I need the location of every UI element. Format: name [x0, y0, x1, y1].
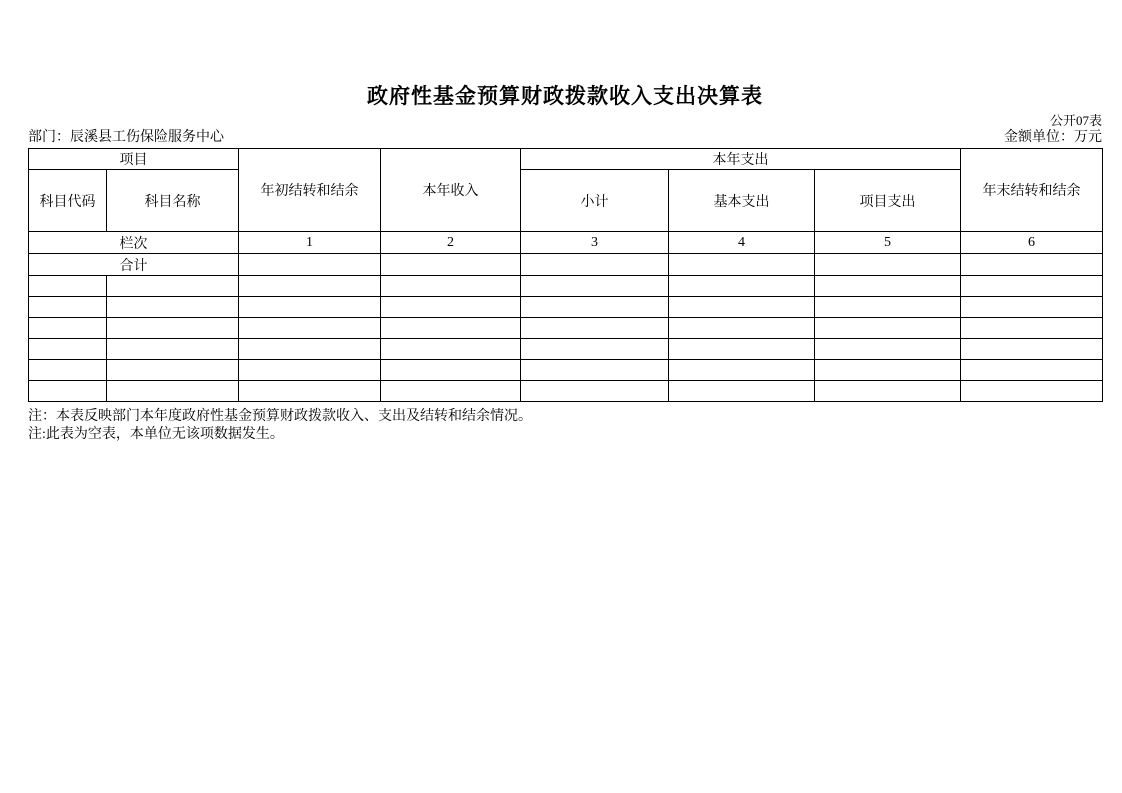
empty-cell — [239, 381, 381, 402]
note-line-2: 注:此表为空表，本单位无该项数据发生。 — [28, 427, 284, 442]
empty-cell — [29, 339, 107, 360]
empty-cell — [961, 297, 1103, 318]
meta-row — [28, 129, 1102, 146]
form-code-label: 公开07表 — [1049, 113, 1102, 128]
empty-cell — [521, 381, 669, 402]
header-basic-expenditure: 基本支出 — [669, 170, 815, 232]
empty-cell — [107, 339, 239, 360]
header-project-expenditure: 项目支出 — [815, 170, 961, 232]
empty-cell — [521, 339, 669, 360]
total-cell-project-expenditure — [815, 254, 961, 276]
empty-cell — [107, 318, 239, 339]
empty-cell — [239, 339, 381, 360]
empty-cell — [381, 360, 521, 381]
empty-cell — [669, 318, 815, 339]
header-subtotal: 小计 — [521, 170, 669, 232]
empty-cell — [107, 276, 239, 297]
empty-cell — [107, 360, 239, 381]
empty-row — [29, 360, 1103, 381]
empty-cell — [815, 381, 961, 402]
empty-cell — [669, 360, 815, 381]
empty-cell — [669, 381, 815, 402]
column-index-row — [29, 232, 1103, 254]
empty-row — [29, 318, 1103, 339]
header-year-end-balance: 年末结转和结余 — [961, 149, 1103, 232]
empty-cell — [815, 276, 961, 297]
empty-cell — [521, 297, 669, 318]
column-index-3: 3 — [521, 232, 669, 254]
total-cell-year-end-balance — [961, 254, 1103, 276]
total-row-label: 合计 — [29, 254, 239, 276]
empty-row — [29, 381, 1103, 402]
empty-cell — [239, 360, 381, 381]
empty-cell — [669, 297, 815, 318]
empty-row — [29, 297, 1103, 318]
total-cell-beginning-balance — [239, 254, 381, 276]
empty-cell — [815, 297, 961, 318]
empty-cell — [29, 360, 107, 381]
column-index-4: 4 — [669, 232, 815, 254]
total-row — [29, 254, 1103, 276]
empty-cell — [669, 339, 815, 360]
empty-cell — [815, 360, 961, 381]
department-label: 部门：辰溪县工伤保险服务中心 — [28, 130, 224, 145]
empty-cell — [29, 381, 107, 402]
empty-cell — [961, 360, 1103, 381]
empty-cell — [29, 318, 107, 339]
header-current-expenditure-group: 本年支出 — [521, 149, 961, 170]
empty-rows-section — [29, 276, 1103, 402]
notes-block — [28, 408, 1102, 444]
empty-cell — [239, 318, 381, 339]
empty-cell — [381, 381, 521, 402]
total-cell-subtotal — [521, 254, 669, 276]
column-index-2: 2 — [381, 232, 521, 254]
empty-cell — [29, 297, 107, 318]
empty-cell — [239, 276, 381, 297]
note-line-1: 注：本表反映部门本年度政府性基金预算财政拨款收入、支出及结转和结余情况。 — [28, 409, 532, 424]
header-subject-name: 科目名称 — [107, 170, 239, 232]
unit-label: 金额单位：万元 — [1004, 130, 1102, 145]
empty-cell — [961, 318, 1103, 339]
header-row-1 — [29, 149, 1103, 170]
header-beginning-balance: 年初结转和结余 — [239, 149, 381, 232]
total-cell-current-income — [381, 254, 521, 276]
header-current-income: 本年收入 — [381, 149, 521, 232]
fund-budget-table — [28, 148, 1103, 402]
empty-cell — [381, 339, 521, 360]
column-index-1: 1 — [239, 232, 381, 254]
column-index-5: 5 — [815, 232, 961, 254]
empty-cell — [381, 297, 521, 318]
page-title: 政府性基金预算财政拨款收入支出决算表 — [367, 84, 763, 108]
empty-cell — [107, 381, 239, 402]
empty-cell — [29, 276, 107, 297]
total-cell-basic-expenditure — [669, 254, 815, 276]
empty-cell — [381, 276, 521, 297]
empty-cell — [521, 318, 669, 339]
header-subject-code: 科目代码 — [29, 170, 107, 232]
column-index-6: 6 — [961, 232, 1103, 254]
column-index-label: 栏次 — [29, 232, 239, 254]
empty-cell — [815, 339, 961, 360]
empty-cell — [669, 276, 815, 297]
empty-row — [29, 339, 1103, 360]
empty-cell — [239, 297, 381, 318]
empty-cell — [961, 276, 1103, 297]
empty-cell — [961, 381, 1103, 402]
empty-cell — [521, 360, 669, 381]
empty-cell — [521, 276, 669, 297]
header-row-2 — [29, 170, 1103, 232]
empty-cell — [961, 339, 1103, 360]
empty-cell — [107, 297, 239, 318]
empty-cell — [815, 318, 961, 339]
report-sheet — [28, 0, 1102, 444]
header-project-group: 项目 — [29, 149, 239, 170]
empty-cell — [381, 318, 521, 339]
empty-row — [29, 276, 1103, 297]
